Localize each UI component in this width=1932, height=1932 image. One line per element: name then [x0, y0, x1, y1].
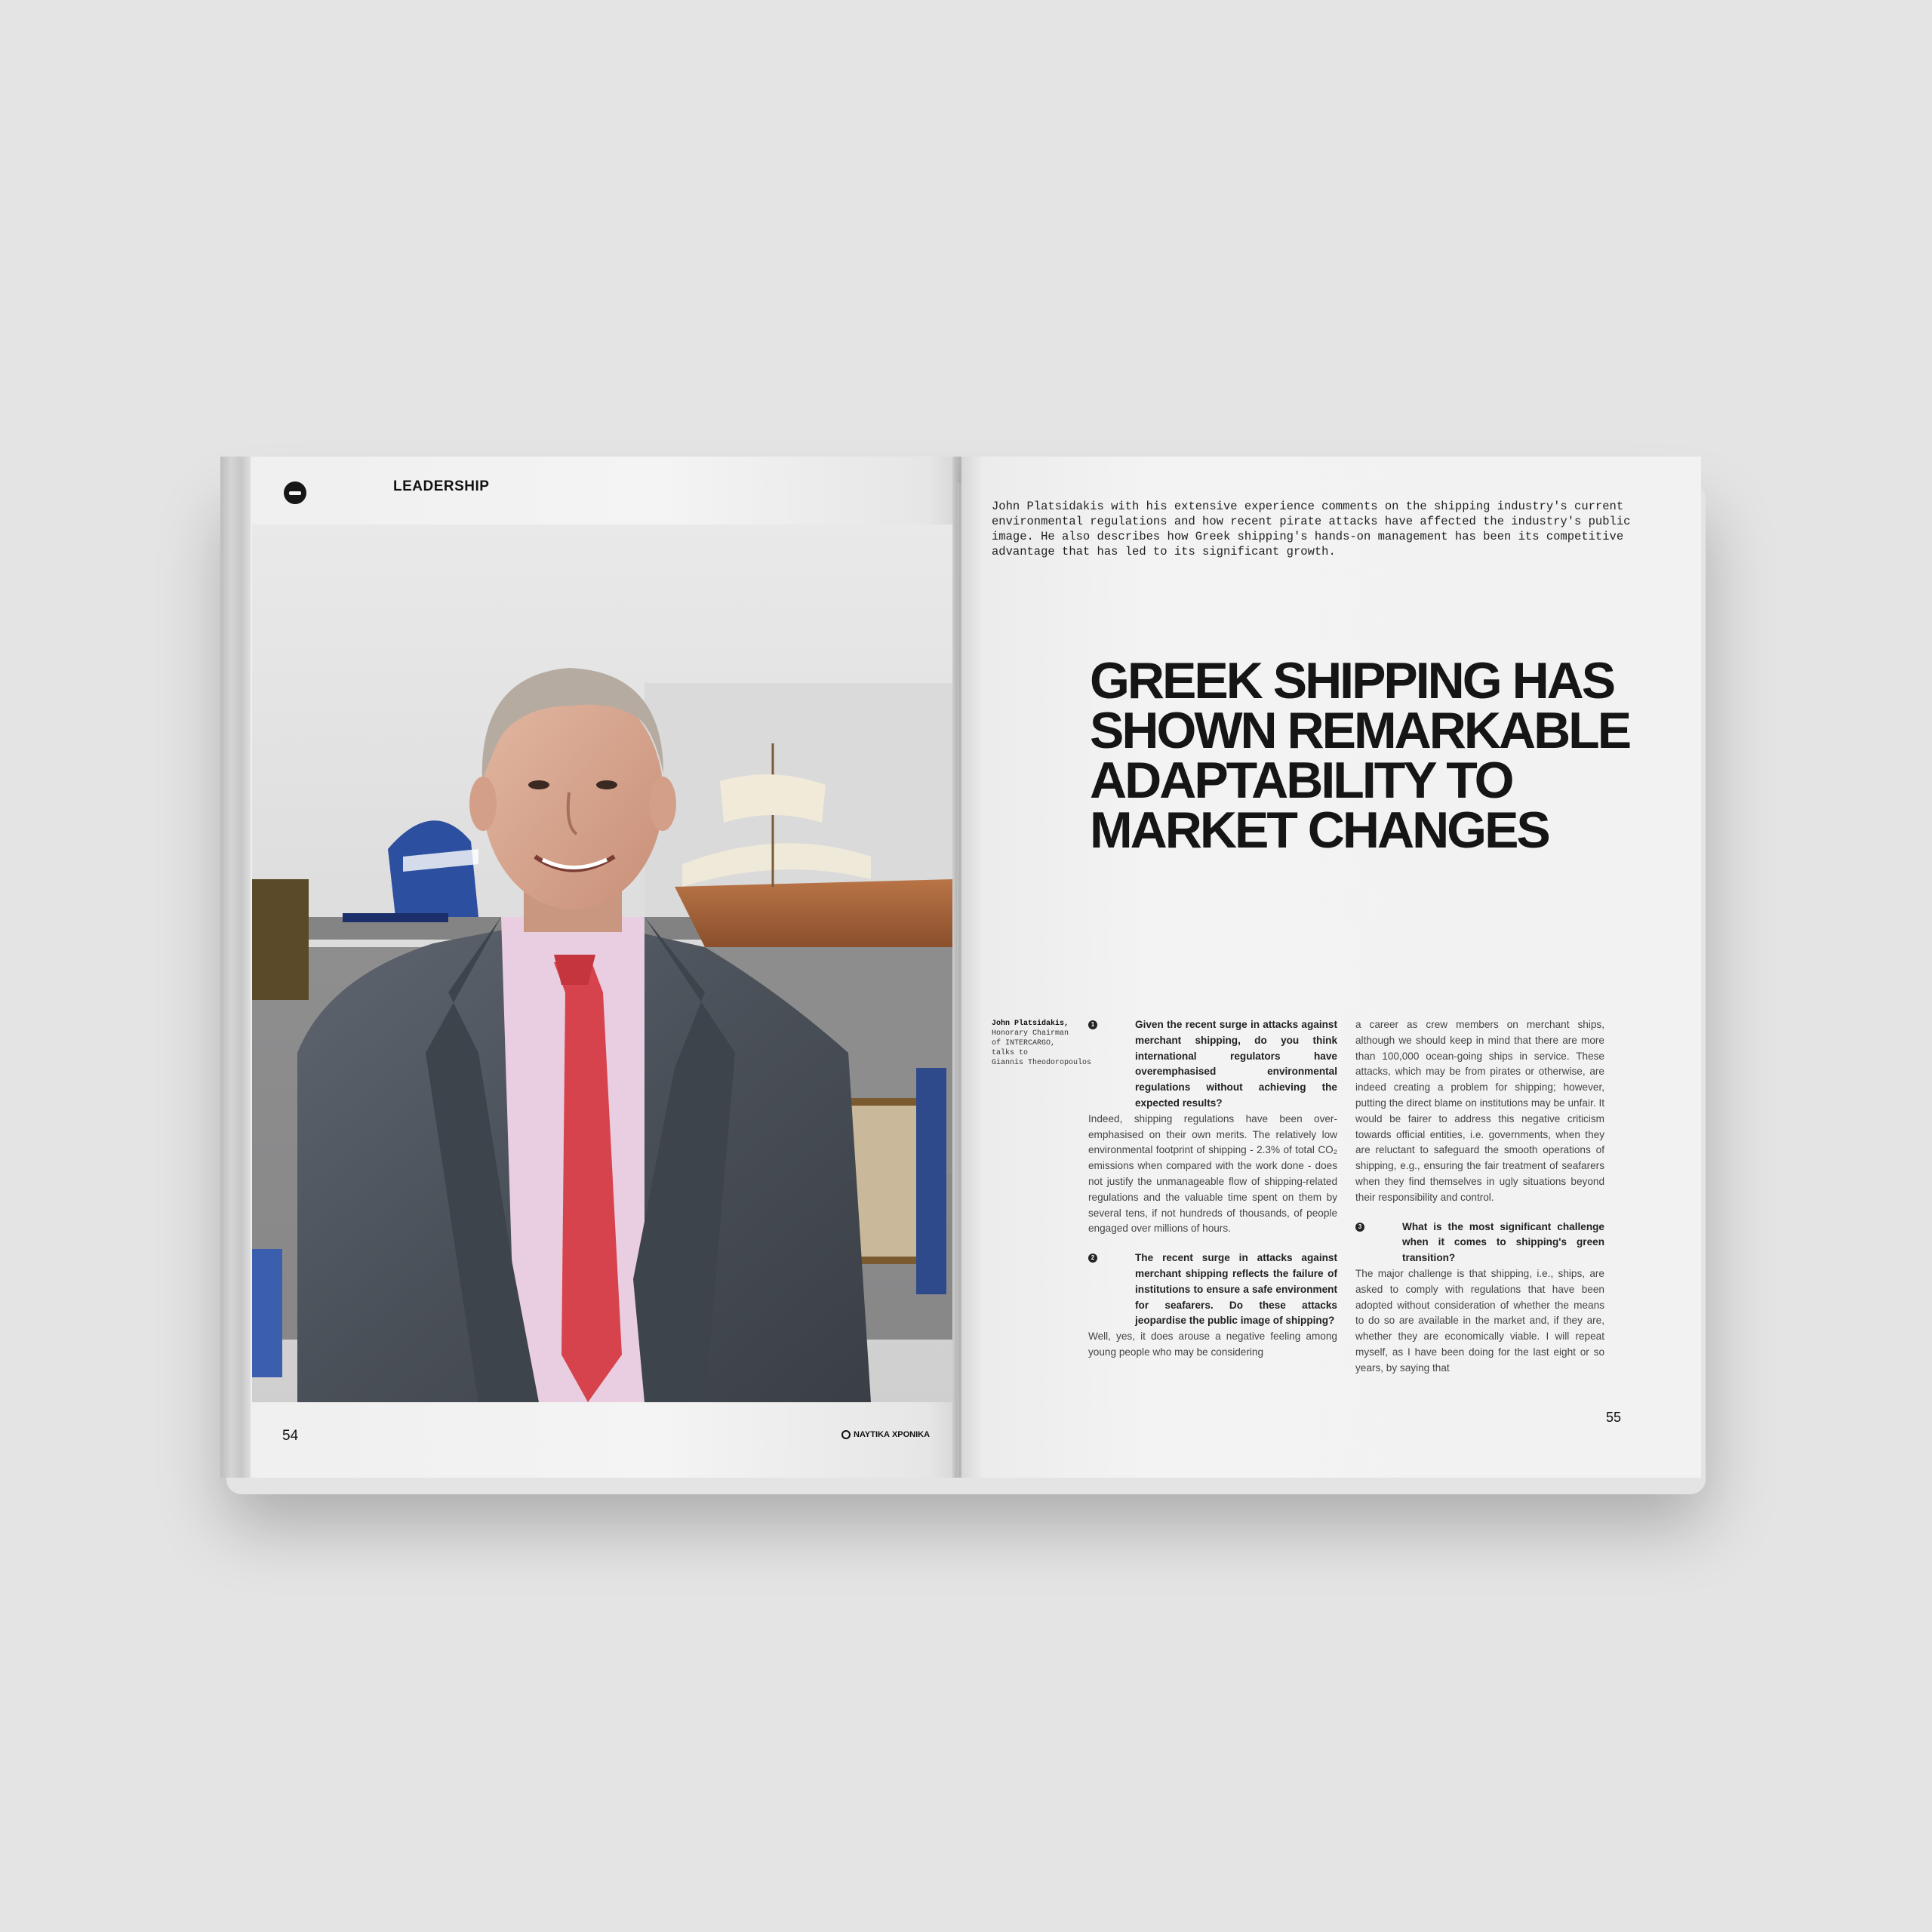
article-headline: GREEK SHIPPING HAS SHOWN REMARKABLE ADAPTABILITY TO MARKET CHANGES — [1090, 652, 1630, 859]
answer-3: The major challenge is that shipping, i.e., ships, are asked to comply with regulations that have been adopted without consideration of whether the means to do so are available in the market and, if they are, whether they are economically viable. I will repeat myself, as I have been doing for the last eight or so years, by saying that — [1355, 1267, 1604, 1374]
byline-line-2: of INTERCARGO, — [992, 1039, 1056, 1048]
right-page — [961, 457, 1701, 1478]
page-number-right: 55 — [1606, 1410, 1622, 1425]
brand-logo-icon — [841, 1430, 851, 1439]
question-bullet-icon: 3 — [1355, 1223, 1364, 1232]
answer-2-continued: a career as crew members on merchant ships, although we should keep in mind that there are more than 100,000 ocean-going ships in service. These attacks, which may be from pirates or otherwise, are indeed creating a problem for shipping; however, putting the direct blame on institutions may be unfair. It would be fairer to address this negative criticism towards official entities, i.e. governments, when they are reluctant to safeguard the smooth operations of shipping, e.g., ensuring the fair treatment of seafarers when they find themselves in ugly situations beyond their responsibility and control. — [1355, 1019, 1604, 1203]
question-bullet-icon: 1 — [1088, 1020, 1097, 1029]
page-number-left: 54 — [282, 1428, 299, 1444]
intro-paragraph: John Platsidakis with his extensive experience comments on the shipping industry's current environmental regulations and how recent pirate attacks have affected the industry's public image. He also describes how Greek shipping's hands-on management has been its competitive advantage that has led to its significant growth. — [992, 500, 1631, 558]
answer-1: Indeed, shipping regulations have been over-emphasised on their own merits. The relatively low environmental footprint of shipping - 2.3% of total CO₂ emissions when compared with the work done - does not justify the unmanageable flow of shipping-related regulations and the valuable time spent on them by several tens, if not hundreds of thousands, of people engaged over millions of hours. — [1088, 1112, 1337, 1235]
question-3 — [1355, 1220, 1604, 1266]
publication-brand — [841, 1430, 930, 1439]
page-edge-stack — [220, 457, 251, 1478]
left-page — [220, 457, 957, 1478]
portrait-illustration — [252, 525, 952, 1402]
byline-line-1: Honorary Chairman — [992, 1029, 1069, 1038]
section-logo-icon — [284, 481, 306, 504]
byline-name: John Platsidakis, — [992, 1020, 1069, 1028]
question-2-text: The recent surge in attacks against merchant shipping reflects the failure of institutions to ensure a safe environment for seafarers. Do these attacks jeopardise the public image of shipping? — [1135, 1252, 1337, 1327]
portrait-photo — [252, 525, 952, 1402]
question-3-text: What is the most significant challenge when it comes to shipping's green transition? — [1402, 1220, 1604, 1264]
question-2 — [1088, 1251, 1337, 1329]
question-bullet-icon: 2 — [1088, 1254, 1097, 1263]
magazine-spread — [220, 457, 1701, 1478]
byline-line-3: talks to — [992, 1049, 1029, 1057]
brand-name: ΝΑΥΤΙΚΑ ΧΡΟΝΙΚΑ — [854, 1430, 931, 1439]
question-1 — [1088, 1017, 1337, 1112]
article-column-1 — [1088, 1017, 1337, 1361]
question-1-text: Given the recent surge in attacks against merchant shipping, do you think international regulators have overemphasised environmental regulations without achieving the expected results? — [1135, 1019, 1337, 1109]
answer-2: Well, yes, it does arouse a negative feeling among young people who may be considering — [1088, 1331, 1337, 1358]
byline-line-4: Giannis Theodoropoulos — [992, 1059, 1092, 1067]
section-label: LEADERSHIP — [393, 478, 490, 494]
article-column-2 — [1355, 1017, 1604, 1377]
